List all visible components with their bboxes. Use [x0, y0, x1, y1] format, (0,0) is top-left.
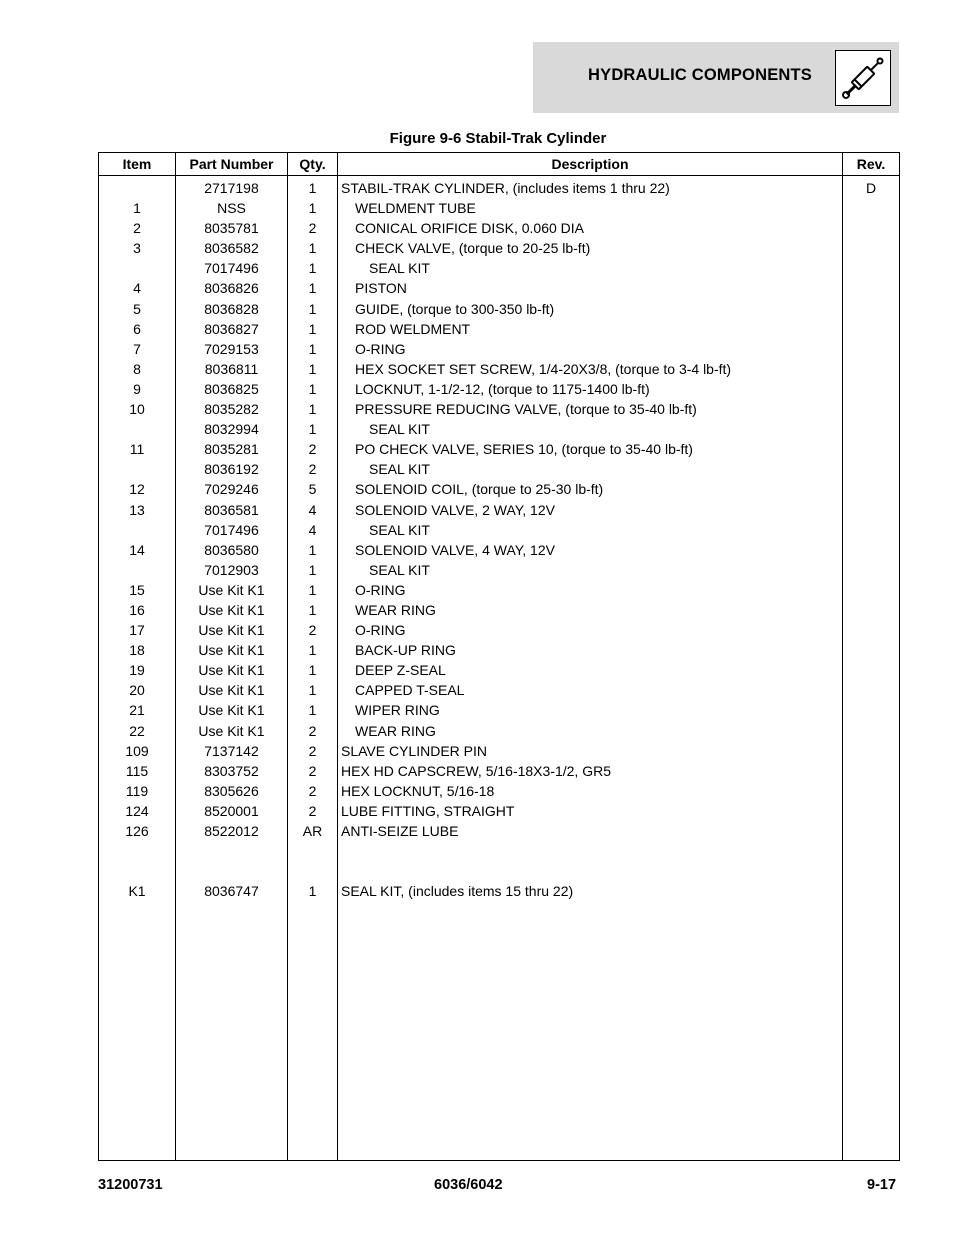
- cell-description: WEAR RING: [338, 721, 843, 741]
- table-row: [99, 459, 900, 479]
- cell-rev: [843, 359, 900, 379]
- cell-item: [99, 560, 176, 580]
- table-row: [99, 520, 900, 540]
- table-filler-cell: [288, 901, 338, 1160]
- table-row: [99, 721, 900, 741]
- table-row: [99, 881, 900, 901]
- table-row: [99, 278, 900, 298]
- cell-rev: [843, 741, 900, 761]
- cell-rev: [843, 680, 900, 700]
- cell-description: O-RING: [338, 580, 843, 600]
- cell-item: [99, 258, 176, 278]
- header-item: Item: [99, 153, 176, 176]
- table-filler-cell: [99, 901, 176, 1160]
- cell-part-number: 7029153: [176, 339, 288, 359]
- cell-description: PISTON: [338, 278, 843, 298]
- cell-item: 16: [99, 600, 176, 620]
- cell-description: BACK-UP RING: [338, 640, 843, 660]
- table-filler-cell: [843, 901, 900, 1160]
- cell-part-number: 8035781: [176, 218, 288, 238]
- cell-part-number: [176, 861, 288, 881]
- table-filler-cell: [176, 901, 288, 1160]
- cell-rev: D: [843, 176, 900, 199]
- table-row: [99, 258, 900, 278]
- cell-part-number: 8036192: [176, 459, 288, 479]
- cell-qty: 2: [288, 761, 338, 781]
- cell-description: LUBE FITTING, STRAIGHT: [338, 801, 843, 821]
- cell-description: SEAL KIT: [338, 560, 843, 580]
- cell-description: HEX LOCKNUT, 5/16-18: [338, 781, 843, 801]
- header-rev: Rev.: [843, 153, 900, 176]
- table-row: [99, 238, 900, 258]
- cell-part-number: 8522012: [176, 821, 288, 841]
- cell-part-number: 8036581: [176, 500, 288, 520]
- hydraulic-cylinder-icon: [835, 50, 891, 106]
- cell-part-number: Use Kit K1: [176, 600, 288, 620]
- cell-part-number: 2717198: [176, 176, 288, 199]
- cell-item: 15: [99, 580, 176, 600]
- cell-part-number: 7017496: [176, 520, 288, 540]
- cell-description: LOCKNUT, 1-1/2-12, (torque to 1175-1400 lb-ft): [338, 379, 843, 399]
- table-row: [99, 841, 900, 861]
- cell-rev: [843, 299, 900, 319]
- cell-rev: [843, 540, 900, 560]
- cell-description: CONICAL ORIFICE DISK, 0.060 DIA: [338, 218, 843, 238]
- cell-qty: [288, 841, 338, 861]
- cell-qty: 1: [288, 379, 338, 399]
- figure-title: Figure 9-6 Stabil-Trak Cylinder: [389, 130, 607, 147]
- cell-part-number: 8036580: [176, 540, 288, 560]
- table-row: [99, 359, 900, 379]
- cell-description: WIPER RING: [338, 700, 843, 720]
- cell-part-number: 8305626: [176, 781, 288, 801]
- cell-part-number: 8036828: [176, 299, 288, 319]
- cell-part-number: 8036825: [176, 379, 288, 399]
- table-filler-cell: [338, 901, 843, 1160]
- cell-rev: [843, 861, 900, 881]
- cell-qty: 2: [288, 801, 338, 821]
- header-qty: Qty.: [288, 153, 338, 176]
- cell-part-number: 8036747: [176, 881, 288, 901]
- table-row: [99, 660, 900, 680]
- cell-item: 8: [99, 359, 176, 379]
- cell-part-number: NSS: [176, 198, 288, 218]
- cell-description: STABIL-TRAK CYLINDER, (includes items 1 thru 22): [338, 176, 843, 199]
- cell-qty: 1: [288, 580, 338, 600]
- cell-rev: [843, 238, 900, 258]
- table-filler-row: [99, 901, 900, 1160]
- cell-qty: 1: [288, 198, 338, 218]
- cell-part-number: 8032994: [176, 419, 288, 439]
- cell-qty: 4: [288, 500, 338, 520]
- cell-item: [99, 459, 176, 479]
- cell-rev: [843, 419, 900, 439]
- cell-part-number: 8035282: [176, 399, 288, 419]
- cell-description: PRESSURE REDUCING VALVE, (torque to 35-40 lb-ft): [338, 399, 843, 419]
- cell-description: SEAL KIT: [338, 459, 843, 479]
- cell-description: O-RING: [338, 620, 843, 640]
- table-row: [99, 218, 900, 238]
- cell-description: HEX SOCKET SET SCREW, 1/4-20X3/8, (torque to 3-4 lb-ft): [338, 359, 843, 379]
- cell-description: [338, 841, 843, 861]
- cell-description: SLAVE CYLINDER PIN: [338, 741, 843, 761]
- cell-description: SEAL KIT: [338, 258, 843, 278]
- cell-qty: 1: [288, 540, 338, 560]
- footer-model: 6036/6042: [434, 1177, 503, 1193]
- parts-table: [98, 152, 900, 1161]
- cell-rev: [843, 479, 900, 499]
- cell-qty: 2: [288, 218, 338, 238]
- cell-rev: [843, 620, 900, 640]
- cell-item: 12: [99, 479, 176, 499]
- header-part-number: Part Number: [176, 153, 288, 176]
- cell-rev: [843, 339, 900, 359]
- cell-item: 14: [99, 540, 176, 560]
- cell-item: 19: [99, 660, 176, 680]
- table-row: [99, 299, 900, 319]
- cell-qty: 1: [288, 176, 338, 199]
- cell-description: SOLENOID VALVE, 4 WAY, 12V: [338, 540, 843, 560]
- cell-item: 9: [99, 379, 176, 399]
- table-row: [99, 500, 900, 520]
- cell-rev: [843, 801, 900, 821]
- section-title: HYDRAULIC COMPONENTS: [588, 66, 813, 84]
- cell-part-number: 8036811: [176, 359, 288, 379]
- cell-item: 124: [99, 801, 176, 821]
- cell-part-number: Use Kit K1: [176, 620, 288, 640]
- table-header-row: [99, 153, 900, 176]
- cell-qty: 1: [288, 881, 338, 901]
- cell-qty: 2: [288, 439, 338, 459]
- cell-qty: 4: [288, 520, 338, 540]
- cell-qty: 1: [288, 319, 338, 339]
- cell-description: SEAL KIT: [338, 419, 843, 439]
- cell-description: SEAL KIT, (includes items 15 thru 22): [338, 881, 843, 901]
- cell-part-number: Use Kit K1: [176, 721, 288, 741]
- table-row: [99, 580, 900, 600]
- cell-part-number: 7012903: [176, 560, 288, 580]
- cell-part-number: [176, 841, 288, 861]
- cell-part-number: Use Kit K1: [176, 640, 288, 660]
- cell-qty: 5: [288, 479, 338, 499]
- cell-item: 20: [99, 680, 176, 700]
- cell-part-number: 8035281: [176, 439, 288, 459]
- cell-part-number: Use Kit K1: [176, 660, 288, 680]
- table-row: [99, 761, 900, 781]
- header-description: Description: [338, 153, 843, 176]
- parts-table-body: [99, 176, 900, 1161]
- table-row: [99, 640, 900, 660]
- cell-description: WEAR RING: [338, 600, 843, 620]
- cell-rev: [843, 439, 900, 459]
- cell-part-number: 8036582: [176, 238, 288, 258]
- cell-rev: [843, 319, 900, 339]
- cell-qty: 1: [288, 258, 338, 278]
- cell-qty: 2: [288, 721, 338, 741]
- cell-qty: 2: [288, 741, 338, 761]
- cell-description: CAPPED T-SEAL: [338, 680, 843, 700]
- table-row: [99, 620, 900, 640]
- table-row: [99, 399, 900, 419]
- cell-qty: 1: [288, 359, 338, 379]
- table-row: [99, 861, 900, 881]
- cell-rev: [843, 881, 900, 901]
- cell-rev: [843, 520, 900, 540]
- cell-item: K1: [99, 881, 176, 901]
- cell-part-number: 8036827: [176, 319, 288, 339]
- cell-rev: [843, 198, 900, 218]
- cell-qty: AR: [288, 821, 338, 841]
- cell-description: ROD WELDMENT: [338, 319, 843, 339]
- cell-rev: [843, 580, 900, 600]
- cell-item: 22: [99, 721, 176, 741]
- table-row: [99, 700, 900, 720]
- table-row: [99, 741, 900, 761]
- cell-item: 5: [99, 299, 176, 319]
- cell-rev: [843, 781, 900, 801]
- cell-description: SEAL KIT: [338, 520, 843, 540]
- cell-description: GUIDE, (torque to 300-350 lb-ft): [338, 299, 843, 319]
- cell-qty: 1: [288, 238, 338, 258]
- cell-rev: [843, 459, 900, 479]
- cell-qty: 1: [288, 640, 338, 660]
- cell-description: SOLENOID VALVE, 2 WAY, 12V: [338, 500, 843, 520]
- table-row: [99, 176, 900, 199]
- cell-item: 18: [99, 640, 176, 660]
- table-row: [99, 319, 900, 339]
- cell-qty: 1: [288, 339, 338, 359]
- cell-description: PO CHECK VALVE, SERIES 10, (torque to 35-40 lb-ft): [338, 439, 843, 459]
- cell-rev: [843, 600, 900, 620]
- cell-part-number: 7137142: [176, 741, 288, 761]
- cell-item: 21: [99, 700, 176, 720]
- cell-item: 109: [99, 741, 176, 761]
- cell-part-number: 8303752: [176, 761, 288, 781]
- cell-rev: [843, 258, 900, 278]
- table-row: [99, 439, 900, 459]
- table-row: [99, 560, 900, 580]
- cell-rev: [843, 700, 900, 720]
- cell-qty: 1: [288, 419, 338, 439]
- table-row: [99, 379, 900, 399]
- cell-qty: 2: [288, 459, 338, 479]
- cell-rev: [843, 379, 900, 399]
- table-row: [99, 479, 900, 499]
- cell-rev: [843, 278, 900, 298]
- cell-qty: 1: [288, 560, 338, 580]
- table-row: [99, 419, 900, 439]
- cell-part-number: 7017496: [176, 258, 288, 278]
- cell-item: 126: [99, 821, 176, 841]
- cell-rev: [843, 399, 900, 419]
- cell-item: [99, 176, 176, 199]
- cell-item: 13: [99, 500, 176, 520]
- footer-doc-number: 31200731: [98, 1177, 163, 1193]
- table-row: [99, 781, 900, 801]
- cell-item: 2: [99, 218, 176, 238]
- cell-qty: 1: [288, 660, 338, 680]
- cell-qty: 2: [288, 620, 338, 640]
- table-row: [99, 339, 900, 359]
- cell-rev: [843, 821, 900, 841]
- cell-qty: 1: [288, 278, 338, 298]
- cell-item: 1: [99, 198, 176, 218]
- cell-qty: 1: [288, 399, 338, 419]
- cell-rev: [843, 500, 900, 520]
- section-header: [533, 42, 899, 113]
- cell-item: 6: [99, 319, 176, 339]
- cell-qty: [288, 861, 338, 881]
- cell-part-number: Use Kit K1: [176, 580, 288, 600]
- cell-description: [338, 861, 843, 881]
- table-row: [99, 821, 900, 841]
- cell-description: DEEP Z-SEAL: [338, 660, 843, 680]
- cell-item: 11: [99, 439, 176, 459]
- cell-rev: [843, 218, 900, 238]
- cell-description: WELDMENT TUBE: [338, 198, 843, 218]
- table-row: [99, 680, 900, 700]
- cell-item: 7: [99, 339, 176, 359]
- cell-item: 4: [99, 278, 176, 298]
- table-row: [99, 540, 900, 560]
- cell-rev: [843, 660, 900, 680]
- cell-item: [99, 520, 176, 540]
- cell-description: SOLENOID COIL, (torque to 25-30 lb-ft): [338, 479, 843, 499]
- cell-item: [99, 841, 176, 861]
- cell-rev: [843, 640, 900, 660]
- cell-description: HEX HD CAPSCREW, 5/16-18X3-1/2, GR5: [338, 761, 843, 781]
- table-row: [99, 600, 900, 620]
- cell-rev: [843, 761, 900, 781]
- cell-item: 3: [99, 238, 176, 258]
- cell-qty: 1: [288, 700, 338, 720]
- cell-item: 119: [99, 781, 176, 801]
- cell-rev: [843, 560, 900, 580]
- cell-qty: 1: [288, 600, 338, 620]
- cell-part-number: Use Kit K1: [176, 700, 288, 720]
- table-row: [99, 801, 900, 821]
- cell-item: [99, 419, 176, 439]
- cell-qty: 1: [288, 680, 338, 700]
- cell-item: 10: [99, 399, 176, 419]
- cell-item: 115: [99, 761, 176, 781]
- cell-part-number: 8520001: [176, 801, 288, 821]
- cell-part-number: 7029246: [176, 479, 288, 499]
- cell-item: [99, 861, 176, 881]
- cell-description: CHECK VALVE, (torque to 20-25 lb-ft): [338, 238, 843, 258]
- cell-part-number: 8036826: [176, 278, 288, 298]
- cell-description: ANTI-SEIZE LUBE: [338, 821, 843, 841]
- cell-qty: 2: [288, 781, 338, 801]
- table-row: [99, 198, 900, 218]
- cell-part-number: Use Kit K1: [176, 680, 288, 700]
- cell-description: O-RING: [338, 339, 843, 359]
- footer-page-number: 9-17: [867, 1177, 897, 1193]
- cell-qty: 1: [288, 299, 338, 319]
- cell-item: 17: [99, 620, 176, 640]
- cell-rev: [843, 841, 900, 861]
- cell-rev: [843, 721, 900, 741]
